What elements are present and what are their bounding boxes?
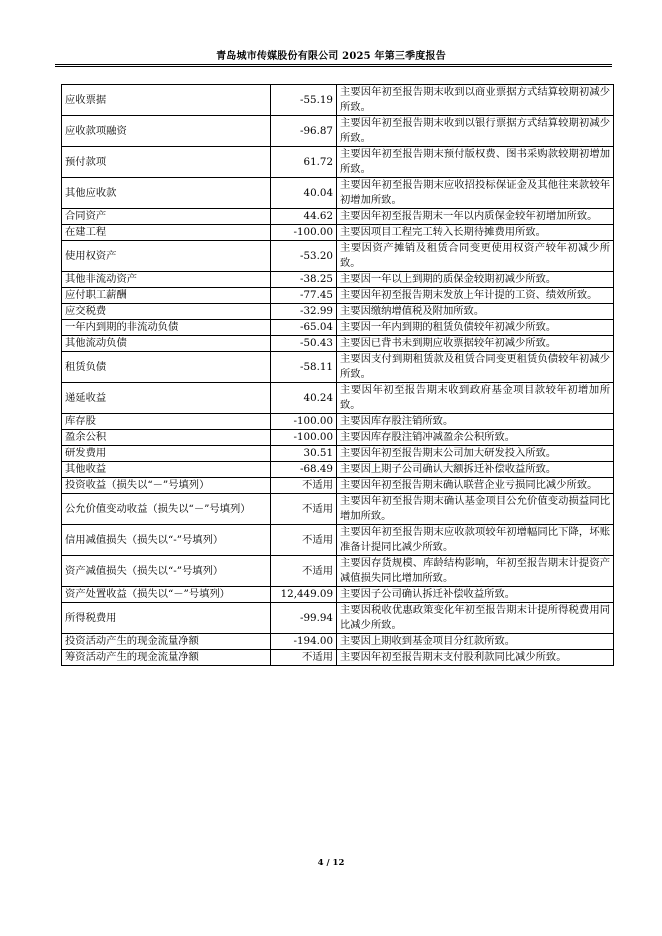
row-change-percent: -100.00 xyxy=(271,414,337,430)
row-item-name: 租赁负债 xyxy=(62,352,271,383)
table-row xyxy=(62,603,614,634)
row-item-name: 合同资产 xyxy=(62,209,271,225)
row-change-percent: -38.25 xyxy=(271,272,337,288)
row-change-percent: -65.04 xyxy=(271,320,337,336)
table-row xyxy=(62,430,614,446)
row-item-name: 库存股 xyxy=(62,414,271,430)
row-item-name: 应收款项融资 xyxy=(62,116,271,147)
table-row xyxy=(62,272,614,288)
row-item-name: 投资收益（损失以“－”号填列） xyxy=(62,478,271,494)
row-change-percent: 不适用 xyxy=(271,650,337,666)
row-reason: 主要因年初至报告期末应收款项较年初增幅同比下降，坏账准备计提同比减少所致。 xyxy=(337,525,614,556)
row-reason: 主要因税收优惠政策变化年初至报告期末计提所得税费用同比减少所致。 xyxy=(337,603,614,634)
table-row xyxy=(62,225,614,241)
row-change-percent: 不适用 xyxy=(271,525,337,556)
row-change-percent: 40.24 xyxy=(271,383,337,414)
table-row xyxy=(62,556,614,587)
row-change-percent: -100.00 xyxy=(271,430,337,446)
row-reason: 主要因年初至报告期末支付股利款同比减少所致。 xyxy=(337,650,614,666)
row-item-name: 其他收益 xyxy=(62,462,271,478)
row-change-percent: 不适用 xyxy=(271,494,337,525)
row-item-name: 在建工程 xyxy=(62,225,271,241)
table-row xyxy=(62,336,614,352)
row-reason: 主要因资产摊销及租赁合同变更使用权资产较年初减少所致。 xyxy=(337,241,614,272)
table-row xyxy=(62,650,614,666)
row-reason: 主要因缴纳增值税及附加所致。 xyxy=(337,304,614,320)
row-change-percent: 61.72 xyxy=(271,147,337,178)
change-reason-table xyxy=(61,84,614,666)
row-change-percent: -55.19 xyxy=(271,85,337,116)
table-row xyxy=(62,320,614,336)
row-reason: 主要因年初至报告期末收到以商业票据方式结算较期初减少所致。 xyxy=(337,85,614,116)
row-reason: 主要因一年内到期的租赁负债较年初减少所致。 xyxy=(337,320,614,336)
row-reason: 主要因年初至报告期末确认基金项目公允价值变动损益同比增加所致。 xyxy=(337,494,614,525)
row-item-name: 应付职工薪酬 xyxy=(62,288,271,304)
table-row xyxy=(62,85,614,116)
row-change-percent: -58.11 xyxy=(271,352,337,383)
row-change-percent: 不适用 xyxy=(271,556,337,587)
row-reason: 主要因年初至报告期末确认联营企业亏损同比减少所致。 xyxy=(337,478,614,494)
row-item-name: 预付款项 xyxy=(62,147,271,178)
table-row xyxy=(62,116,614,147)
table-row xyxy=(62,147,614,178)
header-rule-thin xyxy=(55,66,612,67)
row-change-percent: -68.49 xyxy=(271,462,337,478)
row-reason: 主要因支付到期租赁款及租赁合同变更租赁负债较年初减少所致。 xyxy=(337,352,614,383)
row-item-name: 研发费用 xyxy=(62,446,271,462)
table-row xyxy=(62,446,614,462)
row-item-name: 应收票据 xyxy=(62,85,271,116)
table-body xyxy=(62,85,614,666)
row-change-percent: -96.87 xyxy=(271,116,337,147)
row-item-name: 资产减值损失（损失以“-”号填列） xyxy=(62,556,271,587)
row-change-percent: 44.62 xyxy=(271,209,337,225)
table-row xyxy=(62,414,614,430)
row-reason: 主要因年初至报告期末发放上年计提的工资、绩效所致。 xyxy=(337,288,614,304)
table-row xyxy=(62,494,614,525)
row-item-name: 递延收益 xyxy=(62,383,271,414)
row-reason: 主要因库存股注销所致。 xyxy=(337,414,614,430)
row-reason: 主要因子公司确认拆迁补偿收益所致。 xyxy=(337,587,614,603)
row-change-percent: 不适用 xyxy=(271,478,337,494)
row-item-name: 所得税费用 xyxy=(62,603,271,634)
report-header: 青岛城市传媒股份有限公司 2025 年第三季度报告 xyxy=(216,51,446,62)
page-number: 4 / 12 xyxy=(317,858,345,868)
row-item-name: 投资活动产生的现金流量净额 xyxy=(62,634,271,650)
row-change-percent: -77.45 xyxy=(271,288,337,304)
row-reason: 主要因年初至报告期末一年以内质保金较年初增加所致。 xyxy=(337,209,614,225)
row-reason: 主要因一年以上到期的质保金较期初减少所致。 xyxy=(337,272,614,288)
row-reason: 主要因上期收到基金项目分红款所致。 xyxy=(337,634,614,650)
row-reason: 主要因已背书未到期应收票据较年初减少所致。 xyxy=(337,336,614,352)
row-change-percent: 40.04 xyxy=(271,178,337,209)
row-change-percent: -53.20 xyxy=(271,241,337,272)
row-item-name: 应交税费 xyxy=(62,304,271,320)
table-row xyxy=(62,587,614,603)
row-change-percent: -100.00 xyxy=(271,225,337,241)
table-row xyxy=(62,352,614,383)
row-item-name: 其他非流动资产 xyxy=(62,272,271,288)
row-change-percent: -32.99 xyxy=(271,304,337,320)
row-item-name: 使用权资产 xyxy=(62,241,271,272)
row-reason: 主要因上期子公司确认大额拆迁补偿收益所致。 xyxy=(337,462,614,478)
row-item-name: 一年内到期的非流动负债 xyxy=(62,320,271,336)
row-change-percent: 30.51 xyxy=(271,446,337,462)
row-change-percent: -50.43 xyxy=(271,336,337,352)
row-change-percent: 12,449.09 xyxy=(271,587,337,603)
table-row xyxy=(62,288,614,304)
row-reason: 主要因项目工程完工转入长期待摊费用所致。 xyxy=(337,225,614,241)
row-item-name: 盈余公积 xyxy=(62,430,271,446)
table-row xyxy=(62,525,614,556)
header-rule xyxy=(55,64,612,65)
row-reason: 主要因年初至报告期末应收招投标保证金及其他往来款较年初增加所致。 xyxy=(337,178,614,209)
table-row xyxy=(62,383,614,414)
row-change-percent: -99.94 xyxy=(271,603,337,634)
row-reason: 主要因年初至报告期末收到以银行票据方式结算较期初减少所致。 xyxy=(337,116,614,147)
table-row xyxy=(62,209,614,225)
table-row xyxy=(62,304,614,320)
row-reason: 主要因库存股注销冲减盈余公积所致。 xyxy=(337,430,614,446)
row-reason: 主要因年初至报告期末收到政府基金项目款较年初增加所致。 xyxy=(337,383,614,414)
table-row xyxy=(62,241,614,272)
row-item-name: 其他应收款 xyxy=(62,178,271,209)
row-reason: 主要因存货规模、库龄结构影响，年初至报告期末计提资产减值损失同比增加所致。 xyxy=(337,556,614,587)
table-row xyxy=(62,462,614,478)
row-reason: 主要因年初至报告期末公司加大研发投入所致。 xyxy=(337,446,614,462)
row-item-name: 公允价值变动收益（损失以“－”号填列） xyxy=(62,494,271,525)
row-item-name: 资产处置收益（损失以“－”号填列） xyxy=(62,587,271,603)
row-item-name: 筹资活动产生的现金流量净额 xyxy=(62,650,271,666)
table-row xyxy=(62,634,614,650)
row-item-name: 信用减值损失（损失以“-”号填列） xyxy=(62,525,271,556)
row-change-percent: -194.00 xyxy=(271,634,337,650)
row-item-name: 其他流动负债 xyxy=(62,336,271,352)
table-row xyxy=(62,178,614,209)
row-reason: 主要因年初至报告期末预付版权费、图书采购款较期初增加所致。 xyxy=(337,147,614,178)
table-row xyxy=(62,478,614,494)
